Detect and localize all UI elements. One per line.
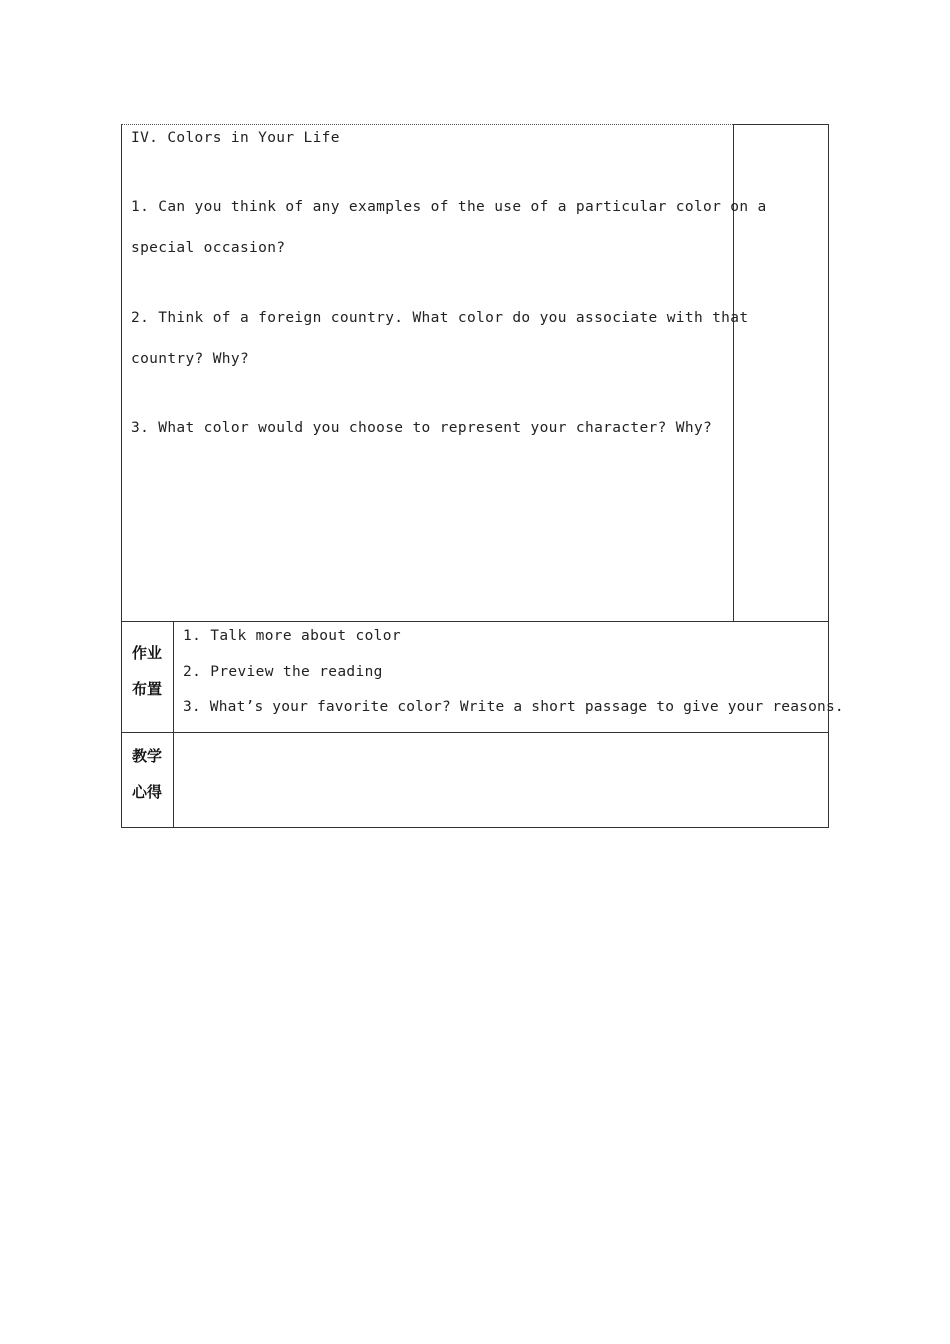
question-1-line-2: special occasion? — [131, 240, 286, 256]
question-2-line-2: country? Why? — [131, 351, 250, 367]
table-left-border — [121, 124, 122, 828]
homework-item-2: 2. Preview the reading — [183, 664, 383, 680]
reflection-label-line-2: 心得 — [132, 783, 163, 801]
table-top-border-right — [733, 124, 829, 125]
question-1-line-1: 1. Can you think of any examples of the use of a particular color on a — [131, 199, 767, 215]
homework-label-line-1: 作业 — [132, 644, 163, 662]
section-heading: IV. Colors in Your Life — [131, 130, 340, 146]
row-divider-reflection — [121, 732, 829, 733]
table-top-border-dotted — [121, 124, 733, 125]
label-column-divider — [173, 621, 174, 828]
homework-item-3: 3. What’s your favorite color? Write a short passage to give your reasons. — [183, 699, 844, 715]
row-divider-homework — [121, 621, 829, 622]
homework-item-1: 1. Talk more about color — [183, 628, 401, 644]
table-right-border — [828, 124, 829, 828]
reflection-label-line-1: 教学 — [132, 747, 163, 765]
table-bottom-border — [121, 827, 829, 828]
lesson-plan-table — [121, 124, 844, 828]
question-2-line-1: 2. Think of a foreign country. What color do you associate with that — [131, 310, 749, 326]
question-3-line-1: 3. What color would you choose to represent your character? Why? — [131, 420, 713, 436]
homework-label-line-2: 布置 — [132, 680, 163, 698]
